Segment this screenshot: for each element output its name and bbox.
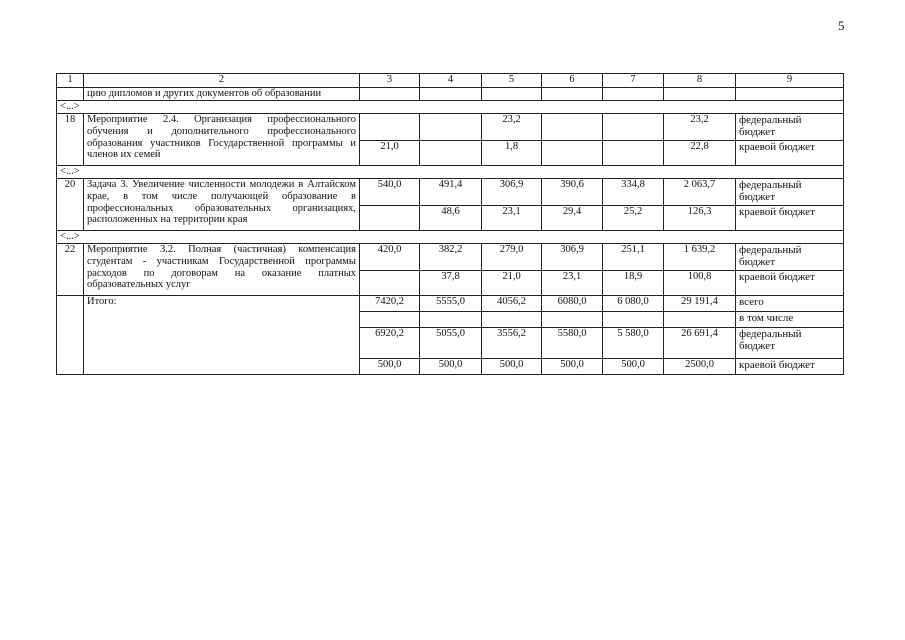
funding-source: федеральный бюджет	[736, 114, 844, 141]
funding-source: в том числе	[736, 312, 844, 328]
funding-source: краевой бюджет	[736, 206, 844, 231]
continuation-text: цию дипломов и других документов об образовании	[84, 88, 360, 101]
table-row: 18 Мероприятие 2.4. Организация профессионального обучения и дополнительного профессионального образования участников Государственной программы и членов их семей 23,2 23,2 федеральный бюджет	[57, 114, 844, 141]
header-cell: 1	[57, 74, 84, 88]
funding-source: краевой бюджет	[736, 359, 844, 375]
row-number: 20	[57, 179, 84, 231]
funding-source: краевой бюджет	[736, 141, 844, 166]
header-cell: 8	[664, 74, 736, 88]
page-number: 5	[838, 18, 845, 33]
header-cell: 4	[420, 74, 482, 88]
header-cell: 6	[542, 74, 603, 88]
header-cell: 2	[84, 74, 360, 88]
table-row: 37,8 21,0 23,1 18,9 100,8 краевой бюджет	[57, 271, 844, 296]
funding-source: федеральный бюджет	[736, 244, 844, 271]
total-row: 500,0 500,0 500,0 500,0 500,0 2500,0 краевой бюджет	[57, 359, 844, 375]
budget-table	[56, 73, 844, 375]
funding-source: всего	[736, 296, 844, 312]
funding-source: федеральный бюджет	[736, 179, 844, 206]
row-description: Мероприятие 2.4. Организация профессионального обучения и дополнительного профессионального образования участников Государственной программы и членов их семей	[84, 114, 360, 166]
table-row: 21,0 1,8 22,8 краевой бюджет	[57, 141, 844, 166]
table-row: 22 Мероприятие 3.2. Полная (частичная) компенсация студентам - участникам Государственной программы расходов по договорам на оказание платных образовательных услуг 420,0 382,2 279,0 306,9 251,1 1 639,2 федеральный бюджет	[57, 244, 844, 271]
total-row: Итого: 7420,2 5555,0 4056,2 6080,0 6 080,0 29 191,4 всего	[57, 296, 844, 312]
table-row: 48,6 23,1 29,4 25,2 126,3 краевой бюджет	[57, 206, 844, 231]
ellipsis-row	[57, 231, 844, 244]
ellipsis-marker: <...>	[57, 101, 844, 114]
header-cell: 5	[482, 74, 542, 88]
total-row: 6920,2 5055,0 3556,2 5580,0 5 580,0 26 691,4 федеральный бюджет	[57, 328, 844, 359]
ellipsis-marker: <...>	[57, 166, 844, 179]
row-description: Задача 3. Увеличение численности молодежи в Алтайском крае, в том числе получающей образование в профессиональных образовательных организациях, расположенных на территории края	[84, 179, 360, 231]
funding-source: федеральный бюджет	[736, 328, 844, 359]
total-label: Итого:	[84, 296, 360, 375]
header-row	[57, 74, 844, 88]
continuation-row	[57, 88, 844, 101]
table-row: 20 Задача 3. Увеличение численности молодежи в Алтайском крае, в том числе получающей образование в профессиональных образовательных организациях, расположенных на территории края 540,0 491,4 306,9 390,6 334,8 2 063,7 федеральный бюджет	[57, 179, 844, 206]
ellipsis-row	[57, 166, 844, 179]
ellipsis-row	[57, 101, 844, 114]
row-number: 22	[57, 244, 84, 296]
funding-source: краевой бюджет	[736, 271, 844, 296]
header-cell: 3	[360, 74, 420, 88]
ellipsis-marker: <...>	[57, 231, 844, 244]
header-cell: 9	[736, 74, 844, 88]
row-description: Мероприятие 3.2. Полная (частичная) компенсация студентам - участникам Государственной программы расходов по договорам на оказание платных образовательных услуг	[84, 244, 360, 296]
row-number: 18	[57, 114, 84, 166]
header-cell: 7	[603, 74, 664, 88]
